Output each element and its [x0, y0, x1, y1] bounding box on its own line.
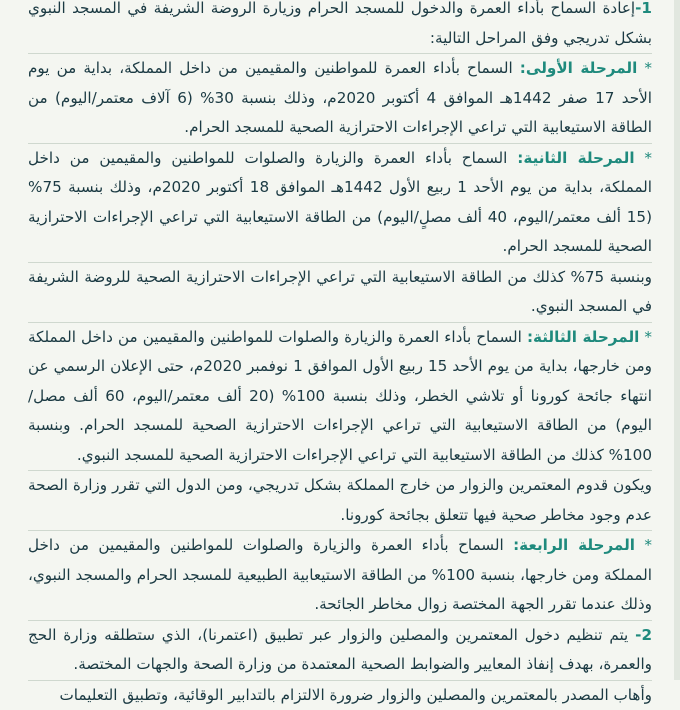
stage-4-text: السماح بأداء العمرة والزيارة والصلوات للمواطنين والمقيمين من داخل المملكة ومن خارجها، بنسبة 100% من الطاقة الاستيعابية الطبيعية للمسجد الحرام والمسجد النبوي، وذلك عندما تقرر الجهة المختصة زوال مخاطر الجائحة.	[28, 536, 652, 613]
stage-2-text: السماح بأداء العمرة والزيارة والصلوات للمواطنين والمقيمين من داخل المملكة، بداية من يوم الأحد 1 ربيع الأول 1442هـ الموافق 18 أكتوبر 2020م، وذلك بنسبة 75% (15 ألف معتمر/اليوم، 40 ألف مصلٍ/اليوم) من الطاقة الاستيعابية التي تراعي الإجراءات الاحترازية الصحية للمسجد الحرام.	[28, 149, 652, 256]
page-edge	[674, 0, 680, 680]
stage-3-label: المرحلة الثالثة:	[527, 328, 639, 346]
stage-3-extra-text: ويكون قدوم المعتمرين والزوار من خارج المملكة بشكل تدريجي، ومن الدول التي تقرر وزارة الصحة عدم وجود مخاطر صحية فيها تتعلق بجائحة كورونا.	[28, 476, 652, 524]
item-2	[28, 621, 652, 681]
stage-3-text: السماح بأداء العمرة والزيارة والصلوات للمواطنين والمقيمين من داخل المملكة ومن خارجها، بداية من يوم الأحد 15 ربيع الأول الموافق 1 نوفمبر 2020م، حتى الإعلان الرسمي عن انتهاء جائحة كورونا أو تلاشي الخطر، وذلك بنسبة 100% (20 ألف معتمر/اليوم، 60 ألف مصل/اليوم) من الطاقة الاستيعابية التي تراعي الإجراءات الاحترازية الصحية للمسجد الحرام. وبنسبة 100% كذلك من الطاقة الاستيعابية التي تراعي الإجراءات الاحترازية الصحية للمسجد النبوي.	[28, 328, 652, 464]
stage-2-label: المرحلة الثانية:	[517, 149, 634, 167]
stage-3	[28, 323, 652, 472]
stage-1-bullet: *	[644, 59, 652, 77]
stage-4-label: المرحلة الرابعة:	[513, 536, 635, 554]
stage-4-bullet: *	[644, 536, 652, 554]
announcement-body	[28, 0, 652, 710]
closing-text: وأهاب المصدر بالمعتمرين والمصلين والزوار ضرورة الالتزام بالتدابير الوقائية، وتطبيق التعليمات	[59, 686, 652, 704]
item-2-text: يتم تنظيم دخول المعتمرين والمصلين والزوار عبر تطبيق (اعتمرنا)، الذي ستطلقه وزارة الحج والعمرة، بهدف إنفاذ المعايير والضوابط الصحية المعتمدة من وزارة الصحة والجهات المختصة.	[28, 626, 652, 674]
item-1-number: 1-	[635, 0, 652, 17]
stage-2-bullet: *	[644, 149, 652, 167]
stage-1-label: المرحلة الأولى:	[520, 59, 638, 77]
stage-3-extra	[28, 471, 652, 531]
stage-2-extra	[28, 263, 652, 323]
stage-1-text: السماح بأداء العمرة للمواطنين والمقيمين من داخل المملكة، بداية من يوم الأحد 17 صفر 1442هـ الموافق 4 أكتوبر 2020م، وذلك بنسبة 30% (6 آلاف معتمر/اليوم) من الطاقة الاستيعابية التي تراعي الإجراءات الاحترازية الصحية للمسجد الحرام.	[28, 59, 652, 136]
stage-2	[28, 144, 652, 263]
item-2-number: 2-	[635, 626, 652, 644]
closing-paragraph	[28, 681, 652, 710]
stage-4	[28, 531, 652, 621]
stage-2-extra-text: وبنسبة 75% كذلك من الطاقة الاستيعابية التي تراعي الإجراءات الاحترازية الصحية للروضة الشريفة في المسجد النبوي.	[28, 268, 652, 316]
item-1-text: إعادة السماح بأداء العمرة والدخول للمسجد الحرام وزيارة الروضة الشريفة في المسجد النبوي بشكل تدريجي وفق المراحل التالية:	[28, 0, 652, 47]
stage-1	[28, 54, 652, 144]
item-1	[28, 0, 652, 54]
stage-3-bullet: *	[644, 328, 652, 346]
